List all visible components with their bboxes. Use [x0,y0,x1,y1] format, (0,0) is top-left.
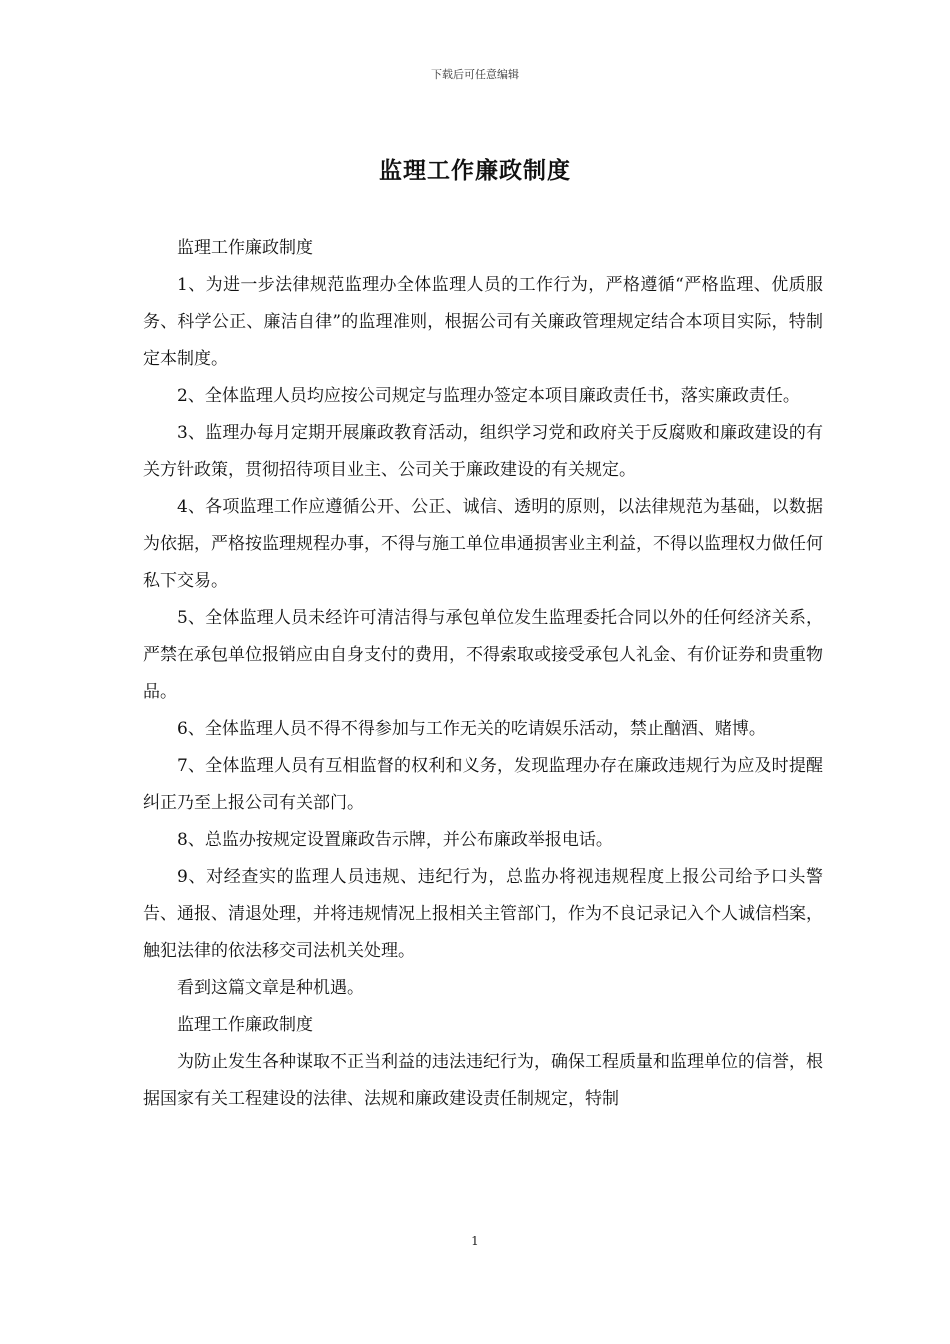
paragraph: 9、对经查实的监理人员违规、违纪行为，总监办将视违规程度上报公司给予口头警告、通报、清退处理，并将违规情况上报相关主管部门，作为不良记录记入个人诚信档案，触犯法律的依法移交司法机关处理。 [143,867,823,961]
paragraph: 2、全体监理人员均应按公司规定与监理办签定本项目廉政责任书，落实廉政责任。 [177,386,800,406]
paragraph: 监理工作廉政制度 [177,1015,313,1035]
paragraph: 4、各项监理工作应遵循公开、公正、诚信、透明的原则，以法律规范为基础，以数据为依据，严格按监理规程办事，不得与施工单位串通损害业主利益，不得以监理权力做任何私下交易。 [143,497,823,591]
document-title: 监理工作廉政制度 [379,157,571,184]
paragraph: 7、全体监理人员有互相监督的权利和义务，发现监理办存在廉政违规行为应及时提醒纠正乃至上报公司有关部门。 [143,756,823,813]
paragraph: 1、为进一步法律规范监理办全体监理人员的工作行为，严格遵循“严格监理、优质服务、科学公正、廉洁自律”的监理准则，根据公司有关廉政管理规定结合本项目实际，特制定本制度。 [143,275,823,369]
paragraph: 3、监理办每月定期开展廉政教育活动，组织学习党和政府关于反腐败和廉政建设的有关方针政策，贯彻招待项目业主、公司关于廉政建设的有关规定。 [143,423,823,480]
page-number: 1 [471,1234,479,1248]
header-note: 下载后可任意编辑 [431,68,519,81]
document-body [143,230,823,1118]
paragraph: 监理工作廉政制度 [177,238,313,258]
paragraph: 为防止发生各种谋取不正当利益的违法违纪行为，确保工程质量和监理单位的信誉，根据国家有关工程建设的法律、法规和廉政建设责任制规定，特制 [143,1052,823,1109]
paragraph: 看到这篇文章是种机遇。 [177,978,364,998]
paragraph: 6、全体监理人员不得不得参加与工作无关的吃请娱乐活动，禁止酗酒、赌博。 [177,719,766,739]
paragraph: 8、总监办按规定设置廉政告示牌，并公布廉政举报电话。 [177,830,613,850]
paragraph: 5、全体监理人员未经许可清洁得与承包单位发生监理委托合同以外的任何经济关系，严禁在承包单位报销应由自身支付的费用，不得索取或接受承包人礼金、有价证券和贵重物品。 [143,608,823,702]
